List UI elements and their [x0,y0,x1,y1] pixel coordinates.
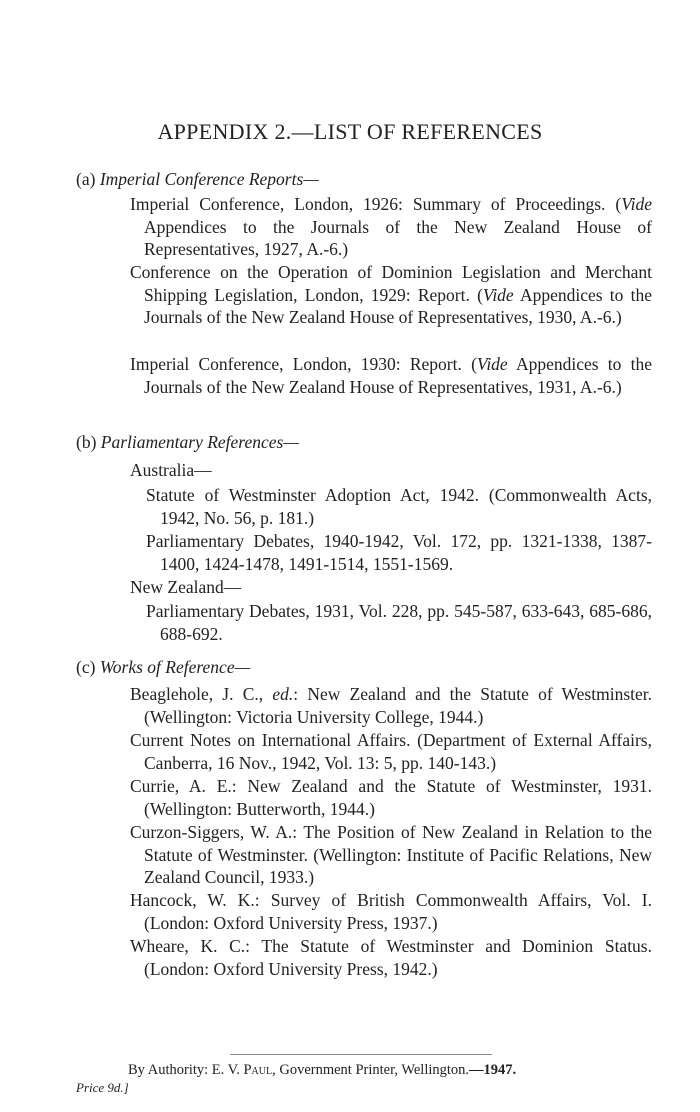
page-title: APPENDIX 2.—LIST OF REFERENCES [157,119,543,144]
section-a-title: Imperial Conference Reports— [99,169,319,189]
reference-entry: Statute of Westminster Adoption Act, 1942. (Commonwealth Acts, 1942, No. 56, p. 181.) [146,485,652,528]
reference-entry: Imperial Conference, London, 1926: Summary of Proceedings. (Vide Appendices to the Journals of the New Zealand House of Representatives, 1927, A.-6.) [130,194,652,260]
reference-entry: Hancock, W. K.: Survey of British Commonwealth Affairs, Vol. I. (London: Oxford University Press, 1937.) [130,890,652,933]
footer-divider [230,1054,492,1055]
reference-entry: Imperial Conference, London, 1930: Report. (Vide Appendices to the Journals of the New Zealand House of Representatives, 1931, A.-6.) [130,354,653,397]
subheading-new-zealand: New Zealand— [130,577,242,597]
printer-imprint: By Authority: E. V. Paul, Government Printer, Wellington.—1947. [128,1062,517,1078]
reference-entry: Wheare, K. C.: The Statute of Westminster and Dominion Status. (London: Oxford University Press, 1942.) [130,936,652,979]
reference-entry: Conference on the Operation of Dominion Legislation and Merchant Shipping Legislation, London, 1929: Report. (Vide Appendices to the Journals of the New Zealand House of Representatives, 1930, A.-6.) [130,262,652,328]
price-note: Price 9d.] [76,1080,129,1095]
reference-entry: Beaglehole, J. C., ed.: New Zealand and the Statute of Westminster. (Wellington: Victoria University College, 1944.) [130,684,653,727]
section-b-title: Parliamentary References— [100,432,299,452]
section-a-heading [76,168,319,190]
reference-entry: Parliamentary Debates, 1940-1942, Vol. 172, pp. 1321-1338, 1387-1400, 1424-1478, 1491-1514, 1551-1569. [146,531,652,574]
section-b-marker: (b) [76,432,97,452]
reference-entry: Curzon-Siggers, W. A.: The Position of New Zealand in Relation to the Statute of Westminster. (Wellington: Institute of Pacific Relations, New Zealand Council, 1933.) [130,822,652,888]
section-c-title: Works of Reference— [99,657,251,677]
reference-entry: Currie, A. E.: New Zealand and the Statute of Westminster, 1931. (Wellington: Butterworth, 1944.) [130,776,652,819]
section-c-marker: (c) [76,657,96,677]
section-b-heading [76,431,299,453]
reference-entry: Current Notes on International Affairs. (Department of External Affairs, Canberra, 16 Nov., 1942, Vol. 13: 5, pp. 140-143.) [130,730,652,773]
subheading-australia: Australia— [130,460,212,480]
section-c-heading [76,656,250,678]
reference-entry: Parliamentary Debates, 1931, Vol. 228, pp. 545-587, 633-643, 685-686, 688-692. [146,601,652,644]
section-a-marker: (a) [76,169,96,189]
